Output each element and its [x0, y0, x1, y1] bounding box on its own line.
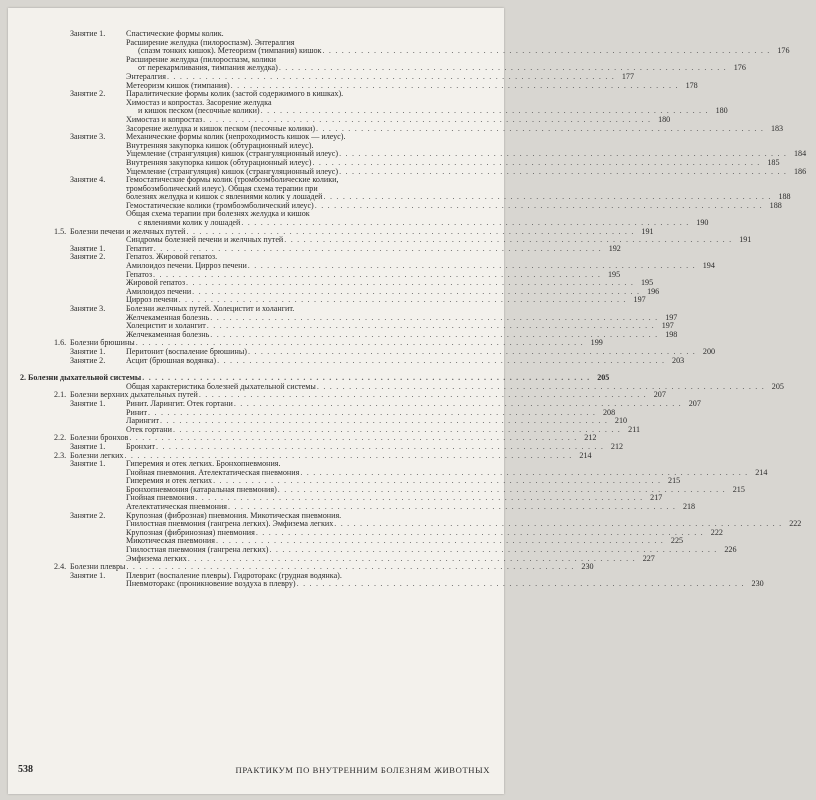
toc-entry-title: Ателектатическая пневмония: [126, 502, 228, 512]
dot-leader: . . . . . . . . . . . . . . . . . . . . . . . . . . . . . . . . . . . . . . . . . . . . . . . . . . . . . . . . . . . . . . . . . . . . . .: [156, 441, 605, 451]
toc-entry-title: Амилоидоз печени: [126, 286, 192, 296]
toc-entry-page: 211: [628, 424, 640, 434]
toc-entry-title: Ущемление (странгуляция) кишок (странгуляционный илеус): [126, 149, 339, 159]
toc-entry-title: Гепатоз: [126, 269, 153, 279]
toc-entry-title: Ринит: [126, 407, 148, 417]
toc-entry-title: Ринит. Ларингит. Отек гортани: [126, 398, 233, 408]
dot-leader: . . . . . . . . . . . . . . . . . . . . . . . . . . . . . . . . . . . . . . . . . . . . . . . . . . . . . . . . . . . . . . . . . . . . . .: [213, 476, 662, 486]
dot-leader: . . . . . . . . . . . . . . . . . . . . . . . . . . . . . . . . . . . . . . . . . . . . . . . . . . . . . . . . . . . . . . . . . . . . . .: [339, 149, 788, 159]
toc-entry-label: 2.2.: [54, 433, 67, 443]
toc-entry-title: Гнойная пневмония. Ателектатическая пневмония: [126, 467, 300, 477]
toc-entry-label: Занятие 1.: [70, 346, 106, 356]
dot-leader: . . . . . . . . . . . . . . . . . . . . . . . . . . . . . . . . . . . . . . . . . . . . . . . . . . . . . . . . . . . . . . . . . . . . . .: [148, 407, 597, 417]
toc-entry-title: (спазм тонких кишок). Метеоризм (тимпания) кишок: [138, 46, 322, 56]
toc-entry-label: Занятие 3.: [70, 304, 106, 313]
toc-entry-title: Крупозная (фибринозная) пневмония: [126, 527, 255, 537]
dot-leader: . . . . . . . . . . . . . . . . . . . . . . . . . . . . . . . . . . . . . . . . . . . . . . . . . . . . . . . . . . . . . . . . . . . . . .: [322, 46, 771, 56]
dot-leader: . . . . . . . . . . . . . . . . . . . . . . . . . . . . . . . . . . . . . . . . . . . . . . . . . . . . . . . . . . . . . . . . . . . . . .: [142, 373, 591, 383]
dot-leader: . . . . . . . . . . . . . . . . . . . . . . . . . . . . . . . . . . . . . . . . . . . . . . . . . . . . . . . . . . . . . . . . . . . . . .: [203, 114, 652, 124]
dot-leader: . . . . . . . . . . . . . . . . . . . . . . . . . . . . . . . . . . . . . . . . . . . . . . . . . . . . . . . . . . . . . . . . . . . . . .: [300, 467, 749, 477]
toc-entry-page: 194: [702, 261, 715, 271]
dot-leader: . . . . . . . . . . . . . . . . . . . . . . . . . . . . . . . . . . . . . . . . . . . . . . . . . . . . . . . . . . . . . . . . . . . . . .: [192, 286, 641, 296]
toc-entry-page: 207: [653, 390, 666, 400]
dot-leader: . . . . . . . . . . . . . . . . . . . . . . . . . . . . . . . . . . . . . . . . . . . . . . . . . . . . . . . . . . . . . . . . . . . . . .: [241, 218, 690, 228]
toc-entry-page: 178: [685, 80, 698, 90]
dot-leader: . . . . . . . . . . . . . . . . . . . . . . . . . . . . . . . . . . . . . . . . . . . . . . . . . . . . . . . . . . . . . . . . . . . . . .: [195, 493, 644, 503]
toc-entry-page: 183: [770, 123, 784, 133]
toc-entry-label: 2.3.: [54, 450, 67, 460]
toc-entry-label: Занятие 3.: [70, 132, 106, 142]
toc-entry-title: Механические формы колик (непроходимость кишок — илеус).: [126, 132, 346, 142]
toc-entry-title: Ларингит: [126, 416, 159, 426]
toc-entry-title: Желчекаменная болезнь: [126, 329, 210, 339]
toc-entry-title: болезнях желудка и кишок с явлениями колик у лошадей: [126, 192, 323, 202]
toc-entry-title: Гиперемия и отек легких. Бронхопневмония.: [126, 459, 281, 469]
toc-entry-title: Гемостатические колики (тромбоэмболический илеус): [126, 200, 314, 210]
toc-entry-title: Жировой гепатоз: [126, 278, 186, 288]
toc-entry-page: 208: [602, 407, 616, 417]
toc-entry-label: Занятие 1.: [70, 398, 106, 408]
dot-leader: . . . . . . . . . . . . . . . . . . . . . . . . . . . . . . . . . . . . . . . . . . . . . . . . . . . . . . . . . . . . . . . . . . . . . .: [215, 536, 665, 546]
toc-entry-page: 195: [607, 269, 621, 279]
toc-entry-label: 2.4.: [54, 562, 67, 572]
toc-entry-page: 195: [640, 278, 654, 288]
toc-entry-page: 191: [641, 226, 654, 236]
toc-entry-page: 188: [769, 200, 782, 210]
toc-entry-page: 196: [647, 286, 660, 296]
toc-entry-title: Ущемление (странгуляция) кишок (странгуляционный илеус): [126, 166, 339, 176]
toc-entry-title: Гепатит: [126, 243, 153, 253]
toc-entry-title: от перекармливания, тимпания желудка): [138, 63, 278, 73]
toc-entry-title: Химостаз и копростаз. Засорение желудка: [126, 97, 272, 107]
dot-leader: . . . . . . . . . . . . . . . . . . . . . . . . . . . . . . . . . . . . . . . . . . . . . . . . . . . . . . . . . . . . . . . . . . . . . .: [296, 579, 745, 589]
toc-entry-label: Занятие 1.: [70, 29, 106, 38]
dot-leader: . . . . . . . . . . . . . . . . . . . . . . . . . . . . . . . . . . . . . . . . . . . . . . . . . . . . . . . . . . . . . . . . . . . . . .: [159, 416, 609, 426]
toc-entry-page: 205: [597, 373, 610, 383]
toc-entry-page: 186: [794, 166, 807, 176]
toc-entry-label: Занятие 2.: [70, 355, 106, 365]
toc-entry-page: 217: [650, 493, 663, 503]
dot-leader: . . . . . . . . . . . . . . . . . . . . . . . . . . . . . . . . . . . . . . . . . . . . . . . . . . . . . . . . . . . . . . . . . . . . . .: [178, 295, 627, 305]
toc-entry-page: 197: [633, 295, 646, 305]
toc-entry-title: Гнилостная пневмония (гангрена легких). Эмфизема легких: [126, 519, 334, 529]
toc-entry-title: Спастические формы колик.: [126, 29, 224, 38]
toc-entry-page: 190: [696, 218, 709, 228]
dot-leader: . . . . . . . . . . . . . . . . . . . . . . . . . . . . . . . . . . . . . . . . . . . . . . . . . . . . . . . . . . . . . . . . . . . . . .: [260, 106, 709, 116]
dot-leader: . . . . . . . . . . . . . . . . . . . . . . . . . . . . . . . . . . . . . . . . . . . . . . . . . . . . . . . . . . . . . . . . . . . . . .: [217, 355, 666, 365]
toc-entry-page: 226: [724, 545, 737, 555]
toc-entry-title: Микотическая пневмония: [126, 536, 215, 546]
toc-entry-title: Общая характеристика болезней дыхательной системы: [126, 381, 316, 391]
toc-entry-title: с явлениями колик у лошадей: [138, 218, 241, 228]
dot-leader: . . . . . . . . . . . . . . . . . . . . . . . . . . . . . . . . . . . . . . . . . . . . . . . . . . . . . . . . . . . . . . . . . . . . . .: [166, 71, 615, 81]
dot-leader: . . . . . . . . . . . . . . . . . . . . . . . . . . . . . . . . . . . . . . . . . . . . . . . . . . . . . . . . . . . . . . . . . . . . . .: [247, 261, 696, 271]
dot-leader: . . . . . . . . . . . . . . . . . . . . . . . . . . . . . . . . . . . . . . . . . . . . . . . . . . . . . . . . . . . . . . . . . . . . . .: [135, 338, 584, 348]
toc-entry-title: Гнилостная пневмония (гангрена легких): [126, 545, 269, 555]
toc-entry[interactable]: [8, 579, 764, 589]
toc-entry-page: 198: [665, 329, 678, 339]
toc-entry-title: Энтералгия: [126, 71, 166, 81]
toc-entry-title: Эмфизема легких: [126, 553, 187, 563]
toc-entry-label: 1.6.: [54, 338, 67, 348]
dot-leader: . . . . . . . . . . . . . . . . . . . . . . . . . . . . . . . . . . . . . . . . . . . . . . . . . . . . . . . . . . . . . . . . . . . . . .: [187, 553, 636, 563]
toc-entry-title: Перитонит (воспаление брюшины): [126, 346, 247, 356]
dot-leader: . . . . . . . . . . . . . . . . . . . . . . . . . . . . . . . . . . . . . . . . . . . . . . . . . . . . . . . . . . . . . . . . . . . . . .: [278, 63, 727, 73]
toc-entry-title: Синдромы болезней печени и желчных путей: [126, 235, 284, 245]
toc-entry-page: 214: [579, 450, 592, 460]
toc-entry-page: 212: [584, 433, 597, 443]
toc-entry-page: 188: [778, 192, 791, 202]
dot-leader: . . . . . . . . . . . . . . . . . . . . . . . . . . . . . . . . . . . . . . . . . . . . . . . . . . . . . . . . . . . . . . . . . . . . . .: [269, 545, 718, 555]
toc-entry-page: 230: [751, 579, 764, 589]
toc-entry-title: Пневмоторакс (проникновение воздуха в плевру): [126, 579, 296, 589]
toc-entry-page: 176: [733, 63, 746, 73]
toc-entry-label: Занятие 2.: [70, 89, 106, 99]
book-page: [8, 8, 807, 794]
toc-entry-title: Расширение желудка (пилороспазм, колики: [126, 54, 276, 64]
dot-leader: . . . . . . . . . . . . . . . . . . . . . . . . . . . . . . . . . . . . . . . . . . . . . . . . . . . . . . . . . . . . . . . . . . . . . .: [186, 226, 635, 236]
dot-leader: . . . . . . . . . . . . . . . . . . . . . . . . . . . . . . . . . . . . . . . . . . . . . . . . . . . . . . . . . . . . . . . . . . . . . .: [153, 269, 602, 279]
toc-entry-label: Занятие 1.: [70, 441, 106, 451]
toc-entry-title: Гиперемия и отек легких: [126, 476, 213, 486]
toc-entry-label: 1.5.: [54, 226, 67, 236]
dot-leader: . . . . . . . . . . . . . . . . . . . . . . . . . . . . . . . . . . . . . . . . . . . . . . . . . . . . . . . . . . . . . . . . . . . . . .: [247, 346, 697, 356]
toc-entry-title: Болезни плевры: [70, 562, 126, 572]
dot-leader: . . . . . . . . . . . . . . . . . . . . . . . . . . . . . . . . . . . . . . . . . . . . . . . . . . . . . . . . . . . . . . . . . . . . . .: [339, 166, 788, 176]
toc-entry-label: Занятие 2.: [70, 510, 106, 520]
toc-entry-title: Плеврит (воспаление плевры). Гидроторакс (грудная водянка).: [126, 570, 342, 580]
toc-entry-page: 227: [642, 553, 655, 563]
dot-leader: . . . . . . . . . . . . . . . . . . . . . . . . . . . . . . . . . . . . . . . . . . . . . . . . . . . . . . . . . . . . . . . . . . . . . .: [323, 192, 772, 202]
toc-entry-label: Занятие 1.: [70, 243, 106, 253]
toc-entry-title: Желчекаменная болезнь: [126, 312, 210, 322]
toc-entry-title: Болезни верхних дыхательных путей: [70, 390, 198, 400]
toc-entry-title: Засорение желудка и кишок песком (песочные колики): [126, 123, 316, 133]
toc-entry-title: Внутренняя закупорка кишок (обтурационный илеус): [126, 157, 312, 167]
toc-entry-title: Болезни бронхов: [70, 433, 129, 443]
dot-leader: . . . . . . . . . . . . . . . . . . . . . . . . . . . . . . . . . . . . . . . . . . . . . . . . . . . . . . . . . . . . . . . . . . . . . .: [314, 200, 763, 210]
dot-leader: . . . . . . . . . . . . . . . . . . . . . . . . . . . . . . . . . . . . . . . . . . . . . . . . . . . . . . . . . . . . . . . . . . . . . .: [206, 321, 655, 331]
toc-entry-label: Занятие 1.: [70, 459, 106, 469]
toc-entry-page: 205: [771, 381, 784, 391]
toc-entry-page: 176: [777, 46, 790, 56]
toc-entry-page: 210: [614, 416, 628, 426]
toc-entry-label: Занятие 1.: [70, 570, 106, 580]
dot-leader: . . . . . . . . . . . . . . . . . . . . . . . . . . . . . . . . . . . . . . . . . . . . . . . . . . . . . . . . . . . . . . . . . . . . . .: [210, 312, 659, 322]
dot-leader: . . . . . . . . . . . . . . . . . . . . . . . . . . . . . . . . . . . . . . . . . . . . . . . . . . . . . . . . . . . . . . . . . . . . . .: [277, 484, 726, 494]
table-of-contents: [8, 29, 807, 589]
toc-entry-page: 215: [668, 476, 681, 486]
toc-entry[interactable]: [8, 355, 685, 366]
dot-leader: . . . . . . . . . . . . . . . . . . . . . . . . . . . . . . . . . . . . . . . . . . . . . . . . . . . . . . . . . . . . . . . . . . . . . .: [312, 157, 761, 167]
toc-entry-title: Крупозная (фиброзная) пневмония. Микотическая пневмония.: [126, 510, 342, 520]
dot-leader: . . . . . . . . . . . . . . . . . . . . . . . . . . . . . . . . . . . . . . . . . . . . . . . . . . . . . . . . . . . . . . . . . . . . . .: [316, 381, 765, 391]
toc-entry-page: 199: [590, 338, 603, 348]
toc-entry-page: 177: [621, 71, 634, 81]
toc-entry-page: 222: [710, 527, 723, 537]
toc-entry-title: Отек гортани: [126, 424, 172, 434]
toc-entry-page: 203: [672, 355, 685, 365]
toc-entry-title: Гепатоз. Жировой гепатоз.: [126, 252, 218, 262]
dot-leader: . . . . . . . . . . . . . . . . . . . . . . . . . . . . . . . . . . . . . . . . . . . . . . . . . . . . . . . . . . . . . . . . . . . . . .: [228, 502, 677, 512]
toc-entry-title: Цирроз печени: [126, 295, 178, 305]
toc-entry-title: Гемостатические формы колик (тромбоэмболические колики,: [126, 175, 339, 185]
toc-entry-page: 215: [732, 484, 745, 494]
toc-entry-title: Расширение желудка (пилороспазм). Энтералгия: [126, 37, 295, 47]
toc-entry-title: Общая схема терапии при болезнях желудка и кишок: [126, 209, 310, 219]
dot-leader: . . . . . . . . . . . . . . . . . . . . . . . . . . . . . . . . . . . . . . . . . . . . . . . . . . . . . . . . . . . . . . . . . . . . . .: [334, 519, 783, 529]
toc-entry-label: Занятие 2.: [70, 252, 106, 262]
dot-leader: . . . . . . . . . . . . . . . . . . . . . . . . . . . . . . . . . . . . . . . . . . . . . . . . . . . . . . . . . . . . . . . . . . . . . .: [126, 562, 575, 572]
toc-entry-page: 197: [661, 321, 674, 331]
toc-entry-page: 214: [755, 467, 768, 477]
dot-leader: . . . . . . . . . . . . . . . . . . . . . . . . . . . . . . . . . . . . . . . . . . . . . . . . . . . . . . . . . . . . . . . . . . . . . .: [233, 398, 682, 408]
page-footer: [8, 764, 504, 780]
toc-entry-title: Холецистит и холангит: [126, 321, 206, 331]
toc-entry-title: Паралитические формы колик (застой содержимого в кишках).: [126, 89, 344, 99]
toc-entry-page: 192: [608, 243, 621, 253]
toc-entry-page: 225: [670, 536, 684, 546]
dot-leader: . . . . . . . . . . . . . . . . . . . . . . . . . . . . . . . . . . . . . . . . . . . . . . . . . . . . . . . . . . . . . . . . . . . . . .: [284, 235, 733, 245]
dot-leader: . . . . . . . . . . . . . . . . . . . . . . . . . . . . . . . . . . . . . . . . . . . . . . . . . . . . . . . . . . . . . . . . . . . . . .: [153, 243, 602, 253]
dot-leader: . . . . . . . . . . . . . . . . . . . . . . . . . . . . . . . . . . . . . . . . . . . . . . . . . . . . . . . . . . . . . . . . . . . . . .: [124, 450, 573, 460]
toc-entry-page: 218: [682, 502, 696, 512]
dot-leader: . . . . . . . . . . . . . . . . . . . . . . . . . . . . . . . . . . . . . . . . . . . . . . . . . . . . . . . . . . . . . . . . . . . . . .: [230, 80, 679, 90]
toc-entry-label: 2.: [20, 373, 27, 383]
dot-leader: . . . . . . . . . . . . . . . . . . . . . . . . . . . . . . . . . . . . . . . . . . . . . . . . . . . . . . . . . . . . . . . . . . . . . .: [198, 390, 647, 400]
toc-entry-page: 197: [665, 312, 678, 322]
toc-entry-page: 185: [767, 157, 780, 167]
toc-entry-title: тромбоэмболический илеус). Общая схема терапии при: [126, 183, 318, 193]
toc-entry-title: Асцит (брюшная водянка): [126, 355, 217, 365]
toc-entry-title: Бронхопневмония (катаральная пневмония): [126, 484, 277, 494]
toc-entry-title: Гнойная пневмония: [126, 493, 195, 503]
dot-leader: . . . . . . . . . . . . . . . . . . . . . . . . . . . . . . . . . . . . . . . . . . . . . . . . . . . . . . . . . . . . . . . . . . . . . .: [316, 123, 765, 133]
toc-entry-page: 200: [702, 346, 716, 356]
toc-entry-title: Болезни печени и желчных путей: [70, 226, 186, 236]
toc-entry-page: 207: [688, 398, 701, 408]
toc-entry-page: 191: [739, 235, 752, 245]
toc-entry-title: Метеоризм кишок (тимпания): [126, 80, 230, 90]
toc-entry-title: Болезни желчных путей. Холецистит и холангит.: [126, 304, 295, 313]
dot-leader: . . . . . . . . . . . . . . . . . . . . . . . . . . . . . . . . . . . . . . . . . . . . . . . . . . . . . . . . . . . . . . . . . . . . . .: [255, 527, 704, 537]
dot-leader: . . . . . . . . . . . . . . . . . . . . . . . . . . . . . . . . . . . . . . . . . . . . . . . . . . . . . . . . . . . . . . . . . . . . . .: [172, 424, 621, 434]
toc-entry-title: Внутренняя закупорка кишок (обтурационный илеус).: [126, 140, 314, 150]
toc-entry-title: Болезни дыхательной системы: [28, 373, 142, 383]
toc-entry-title: Болезни брюшины: [70, 338, 135, 348]
dot-leader: . . . . . . . . . . . . . . . . . . . . . . . . . . . . . . . . . . . . . . . . . . . . . . . . . . . . . . . . . . . . . . . . . . . . . .: [210, 329, 659, 339]
toc-entry-title: Болезни легких: [70, 450, 124, 460]
toc-entry-title: Амилоидоз печени. Цирроз печени: [126, 261, 247, 271]
toc-entry-page: 180: [658, 114, 671, 124]
toc-entry-label: 2.1.: [54, 390, 67, 400]
toc-entry-title: Химостаз и копростаз: [126, 114, 203, 124]
toc-entry-page: 212: [610, 441, 624, 451]
toc-entry-page: 230: [581, 562, 594, 572]
page-number: 538: [18, 764, 33, 775]
toc-entry-page: 184: [794, 149, 807, 159]
toc-entry-page: 222: [789, 519, 802, 529]
toc-entry-title: и кишок песком (песочные колики): [138, 106, 260, 116]
toc-entry-page: 180: [715, 106, 728, 116]
dot-leader: . . . . . . . . . . . . . . . . . . . . . . . . . . . . . . . . . . . . . . . . . . . . . . . . . . . . . . . . . . . . . . . . . . . . . .: [186, 278, 635, 288]
toc-entry-label: Занятие 4.: [70, 175, 106, 185]
toc-entry-title: Бронхит: [126, 441, 155, 451]
running-title: ПРАКТИКУМ ПО ВНУТРЕННИМ БОЛЕЗНЯМ ЖИВОТНЫХ: [235, 765, 490, 775]
dot-leader: . . . . . . . . . . . . . . . . . . . . . . . . . . . . . . . . . . . . . . . . . . . . . . . . . . . . . . . . . . . . . . . . . . . . . .: [129, 433, 578, 443]
